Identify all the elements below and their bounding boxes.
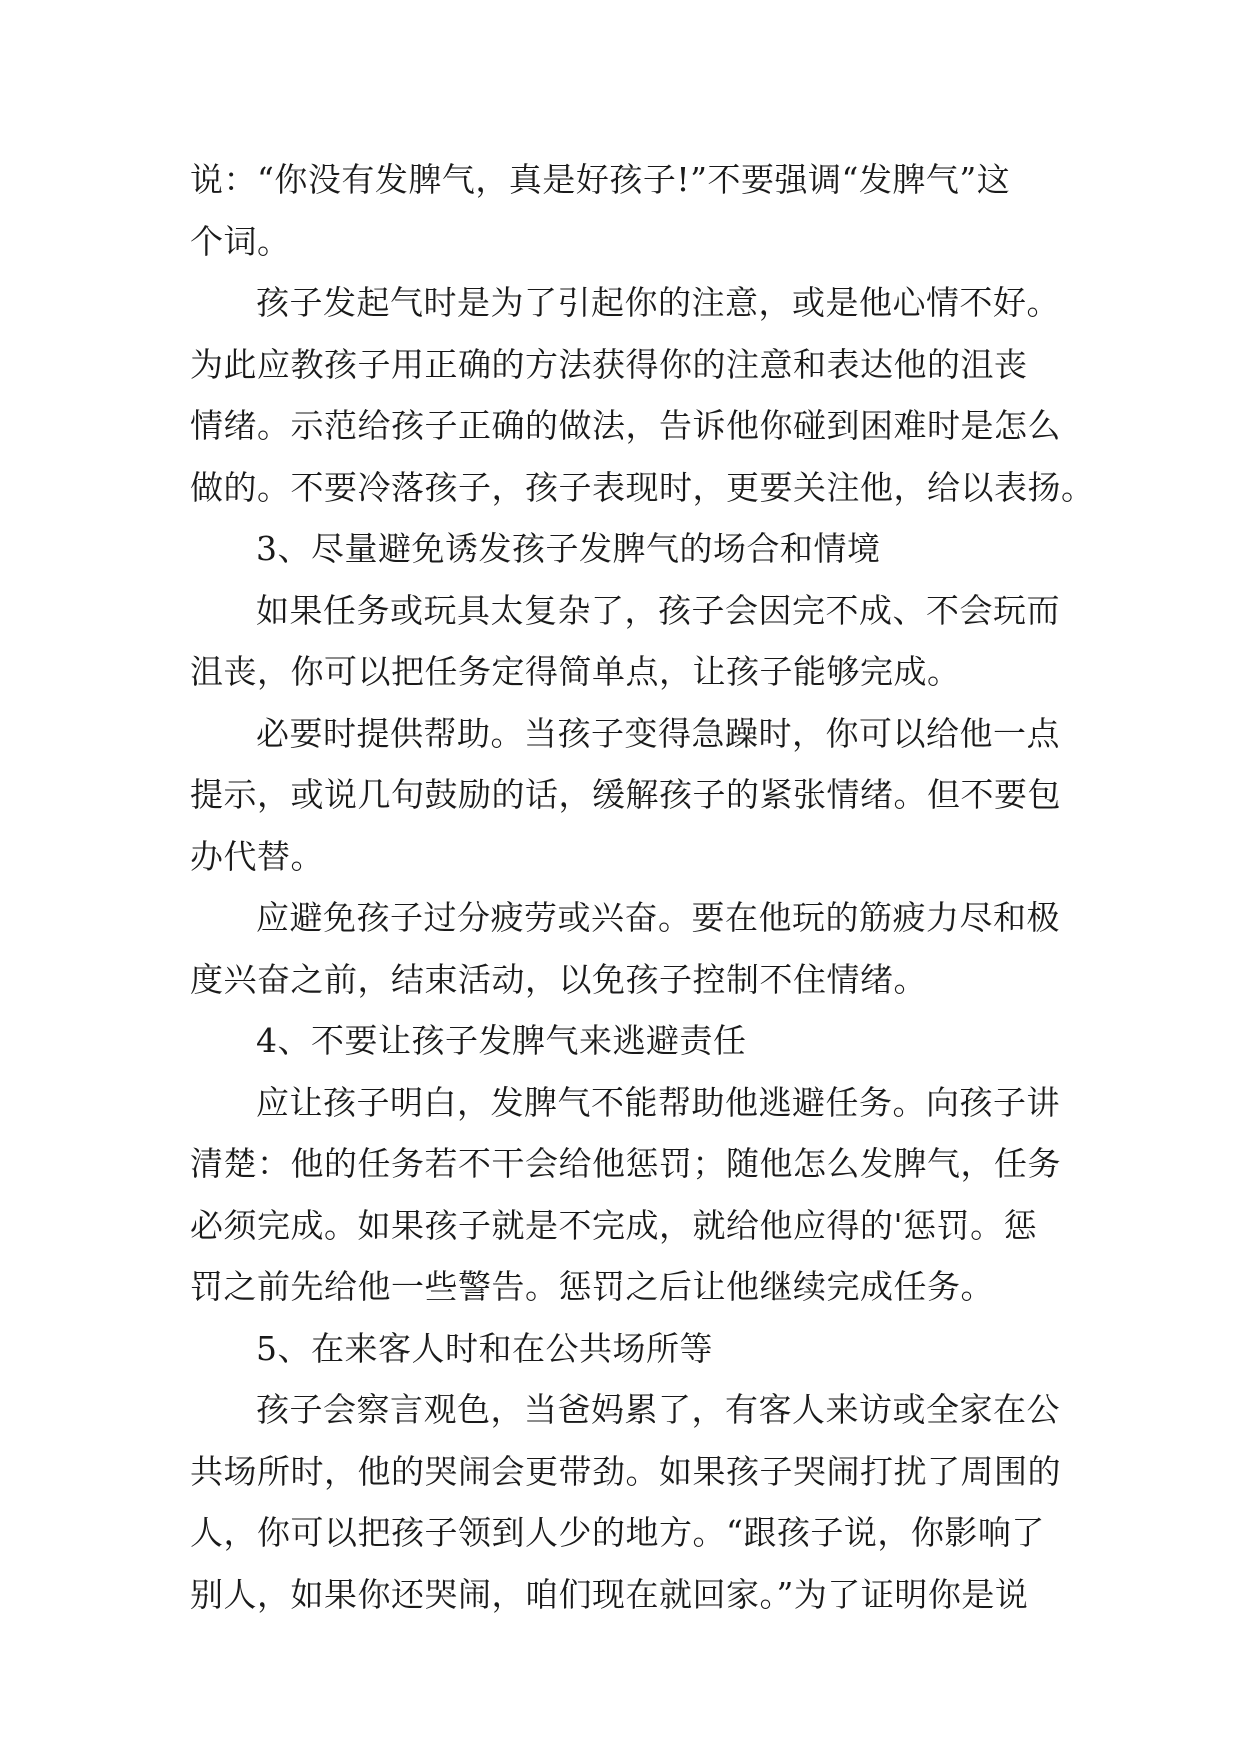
section-heading: 5、在来客人时和在公共场所等: [256, 1328, 713, 1368]
section-heading: 4、不要让孩子发脾气来逃避责任: [256, 1021, 747, 1060]
section-heading: 3、尽量避免诱发孩子发脾气的场合和情境: [256, 529, 881, 568]
document-page: [190, 160, 1095, 1636]
text-line: 罚之前先给他一些警告。惩罚之后让他继续完成任务。: [190, 1267, 994, 1306]
text-line: 清楚：他的任务若不干会给他惩罚；随他怎么发脾气，任务: [190, 1144, 1061, 1183]
paragraph-first-line: 孩子发起气时是为了引起你的注意，或是他心情不好。: [256, 283, 1060, 322]
text-line: 度兴奋之前，结束活动，以免孩子控制不住情绪。: [190, 959, 927, 999]
paragraph-first-line: 应避免孩子过分疲劳或兴奋。要在他玩的筋疲力尽和极: [256, 898, 1060, 937]
text-line: 为此应教孩子用正确的方法获得你的注意和表达他的沮丧: [190, 344, 1028, 384]
text-line: 个词。: [190, 221, 291, 261]
text-line: 人，你可以把孩子领到人少的地方。“跟孩子说，你影响了: [190, 1513, 1045, 1552]
text-line: 说：“你没有发脾气，真是好孩子!”不要强调“发脾气”这: [190, 160, 1011, 199]
text-line: 别人，如果你还哭闹，咱们现在就回家。”为了证明你是说: [190, 1574, 1029, 1614]
text-line: 共场所时，他的哭闹会更带劲。如果孩子哭闹打扰了周围的: [190, 1451, 1061, 1491]
text-line: 情绪。示范给孩子正确的做法，告诉他你碰到困难时是怎么: [190, 406, 1061, 445]
paragraph-first-line: 应让孩子明白，发脾气不能帮助他逃避任务。向孩子讲: [256, 1082, 1060, 1122]
text-line: 必须完成。如果孩子就是不完成，就给他应得的'惩罚。惩: [190, 1205, 1038, 1245]
text-line: 办代替。: [190, 836, 324, 876]
paragraph-first-line: 孩子会察言观色，当爸妈累了，有客人来访或全家在公: [256, 1390, 1060, 1429]
text-line: 提示，或说几句鼓励的话，缓解孩子的紧张情绪。但不要包: [190, 775, 1061, 814]
paragraph-first-line: 必要时提供帮助。当孩子变得急躁时，你可以给他一点: [256, 713, 1060, 753]
paragraph-first-line: 如果任务或玩具太复杂了，孩子会因完不成、不会玩而: [256, 590, 1060, 630]
text-line: 沮丧，你可以把任务定得简单点，让孩子能够完成。: [190, 652, 961, 691]
text-line: 做的。不要冷落孩子，孩子表现时，更要关注他，给以表扬。: [190, 467, 1095, 507]
